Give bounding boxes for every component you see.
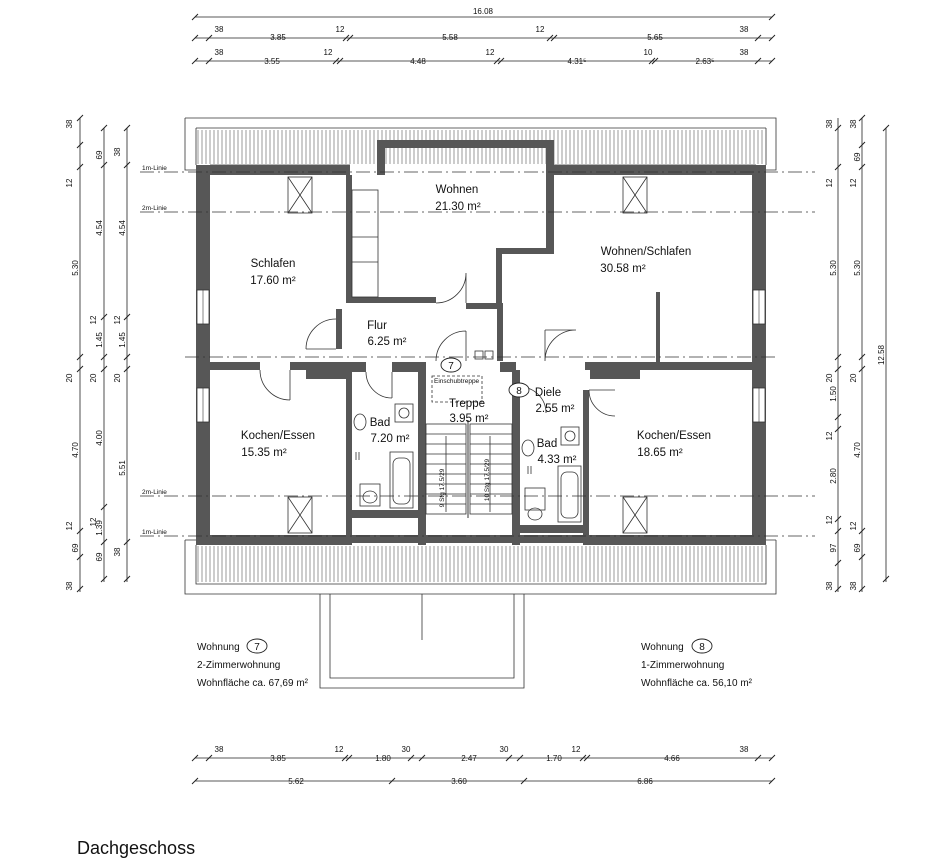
apartment-7-prefix: Wohnung bbox=[197, 642, 240, 653]
dim-bottom1-10: 4.66 bbox=[664, 754, 680, 763]
doors bbox=[260, 273, 615, 416]
room-labels bbox=[241, 184, 711, 466]
room-name-treppe: Treppe bbox=[448, 398, 486, 410]
stair-label-right: 10 Stg 17.5/29 bbox=[484, 458, 491, 502]
room-area-schlafen: 17.60 m² bbox=[250, 275, 296, 287]
dim-right2-9: 38 bbox=[849, 581, 858, 591]
dim-right2-8: 69 bbox=[853, 543, 862, 553]
apartment-7-type: 2-Zimmerwohnung bbox=[197, 660, 281, 671]
room-name-bad-right: Bad bbox=[536, 438, 558, 450]
dim-top3-5: 12 bbox=[485, 48, 495, 57]
dim-top3-6: 4.31⁵ bbox=[567, 57, 587, 66]
dim-left2-8: 1.39 bbox=[95, 520, 104, 536]
dim-left3-6: 5.51 bbox=[118, 460, 127, 476]
dim-bottom1-2: 3.85 bbox=[270, 754, 286, 763]
dim-left2-4: 1.45 bbox=[95, 332, 104, 348]
apartment-info-7 bbox=[197, 639, 309, 689]
dim-top2-2: 3.85 bbox=[270, 33, 286, 42]
dim-left1-7: 69 bbox=[71, 543, 80, 553]
dim-top3-8: 2.63⁵ bbox=[695, 57, 715, 66]
dim-top2-4: 5.58 bbox=[442, 33, 458, 42]
top-dimension-chains bbox=[192, 7, 775, 66]
dim-top2-5: 12 bbox=[535, 25, 545, 34]
line-2m-bottom: 2m-Linie bbox=[142, 489, 167, 496]
dim-bottom2-2: 3.60 bbox=[451, 777, 467, 786]
dim-left1-2: 12 bbox=[65, 178, 74, 188]
dim-top3-9: 38 bbox=[739, 48, 749, 57]
dim-bottom1-1: 38 bbox=[214, 745, 224, 754]
dim-bottom1-4: 1.80 bbox=[375, 754, 391, 763]
dim-left3-7: 38 bbox=[113, 547, 122, 557]
dim-top2-1: 38 bbox=[214, 25, 224, 34]
heater-blocks bbox=[475, 351, 493, 359]
page-title: Dachgeschoss bbox=[77, 838, 196, 858]
apartment-8-type: 1-Zimmerwohnung bbox=[641, 660, 725, 671]
dim-left1-8: 38 bbox=[65, 581, 74, 591]
dim-left3-3: 12 bbox=[113, 315, 122, 325]
left-dimension-chains bbox=[65, 115, 130, 592]
dim-right2-7: 12 bbox=[849, 521, 858, 531]
dim-bottom2-3: 6.86 bbox=[637, 777, 653, 786]
dim-left2-6: 4.00 bbox=[95, 430, 104, 446]
room-area-wohnen-schlafen: 30.58 m² bbox=[600, 263, 646, 275]
apartment-8-area: Wohnfläche ca. 56,10 m² bbox=[641, 678, 752, 689]
dim-left2-9: 69 bbox=[95, 552, 104, 562]
dim-left2-2: 4.54 bbox=[95, 220, 104, 236]
room-area-diele: 2.55 m² bbox=[535, 403, 575, 415]
room-area-wohnen: 21.30 m² bbox=[435, 201, 481, 213]
dim-bottom2-1: 5.62 bbox=[288, 777, 304, 786]
dim-right1-7: 2.80 bbox=[829, 468, 838, 484]
line-1m-top: 1m-Linie bbox=[142, 165, 167, 172]
line-1m-bottom: 1m-Linie bbox=[142, 529, 167, 536]
dim-right2-4: 5.30 bbox=[853, 260, 862, 276]
unit-marker-7: 7 bbox=[448, 361, 454, 372]
dim-left1-4: 20 bbox=[65, 373, 74, 383]
room-area-kochen-essen-right: 18.65 m² bbox=[637, 447, 683, 459]
dim-bottom1-9: 12 bbox=[571, 745, 581, 754]
height-lines bbox=[140, 165, 815, 536]
room-area-flur: 6.25 m² bbox=[367, 336, 407, 348]
dim-right1-6: 12 bbox=[825, 431, 834, 441]
room-area-treppe: 3.95 m² bbox=[449, 413, 489, 425]
dim-top3-7: 10 bbox=[643, 48, 653, 57]
room-name-wohnen-schlafen: Wohnen/Schlafen bbox=[600, 246, 692, 258]
room-name-wohnen: Wohnen bbox=[435, 184, 479, 196]
dim-bottom1-3: 12 bbox=[334, 745, 344, 754]
dim-right2-3: 12 bbox=[849, 178, 858, 188]
stair-label-left: 9 Stg 17.5/29 bbox=[439, 468, 446, 508]
dim-right2-1: 38 bbox=[849, 119, 858, 129]
dim-right1-3: 5.30 bbox=[829, 260, 838, 276]
closet-niche bbox=[352, 190, 378, 297]
room-area-bad-right: 4.33 m² bbox=[537, 454, 577, 466]
dim-left3-5: 20 bbox=[113, 373, 122, 383]
apartment-8-prefix: Wohnung bbox=[641, 642, 684, 653]
dim-top3-1: 38 bbox=[214, 48, 224, 57]
room-name-schlafen: Schlafen bbox=[250, 258, 296, 270]
dim-bottom1-8: 1.70 bbox=[546, 754, 562, 763]
einschubtreppe-label: Einschubtreppe bbox=[434, 378, 480, 385]
dim-left1-3: 5.30 bbox=[71, 260, 80, 276]
dim-bottom1-6: 2.47 bbox=[461, 754, 477, 763]
dim-left1-1: 38 bbox=[65, 119, 74, 129]
dim-right1-2: 12 bbox=[825, 178, 834, 188]
room-name-kochen-essen-left: Kochen/Essen bbox=[240, 430, 316, 442]
room-name-diele: Diele bbox=[534, 387, 562, 399]
dim-top2-7: 38 bbox=[739, 25, 749, 34]
dim-bottom1-11: 38 bbox=[739, 745, 749, 754]
dim-right3-1: 12.58 bbox=[877, 344, 886, 366]
apartment-info-8 bbox=[641, 639, 753, 689]
bottom-dimension-chains bbox=[192, 745, 775, 786]
dim-right1-10: 38 bbox=[825, 581, 834, 591]
right-dimension-chains bbox=[825, 115, 889, 592]
room-area-bad-left: 7.20 m² bbox=[370, 433, 410, 445]
dim-right2-5: 20 bbox=[849, 373, 858, 383]
dim-bottom1-7: 30 bbox=[499, 745, 509, 754]
dim-bottom1-5: 30 bbox=[401, 745, 411, 754]
roof-bottom-band bbox=[185, 540, 776, 594]
room-name-kochen-essen-right: Kochen/Essen bbox=[636, 430, 712, 442]
line-2m-top: 2m-Linie bbox=[142, 205, 167, 212]
dim-right1-8: 12 bbox=[825, 515, 834, 525]
unit-marker-8: 8 bbox=[516, 386, 522, 397]
dim-top3-4: 4.48 bbox=[410, 57, 426, 66]
dim-right1-9: 97 bbox=[829, 543, 838, 553]
dim-left1-6: 12 bbox=[65, 521, 74, 531]
dim-top3-2: 3.55 bbox=[264, 57, 280, 66]
dim-top2-3: 12 bbox=[335, 25, 345, 34]
room-name-bad-left: Bad bbox=[369, 417, 391, 429]
dim-top2-6: 5.65 bbox=[647, 33, 663, 42]
apartment-7-number: 7 bbox=[254, 642, 260, 653]
dim-right1-4: 20 bbox=[825, 373, 834, 383]
dim-right2-6: 4.70 bbox=[853, 442, 862, 458]
balcony bbox=[320, 594, 524, 688]
apartment-8-number: 8 bbox=[699, 642, 705, 653]
dim-top3-3: 12 bbox=[323, 48, 333, 57]
apartment-7-area: Wohnfläche ca. 67,69 m² bbox=[197, 678, 308, 689]
dim-left2-3: 12 bbox=[89, 315, 98, 325]
dim-left3-4: 1.45 bbox=[118, 332, 127, 348]
dim-left3-1: 38 bbox=[113, 147, 122, 157]
dim-left3-2: 4.54 bbox=[118, 220, 127, 236]
dim-left2-5: 20 bbox=[89, 373, 98, 383]
room-area-kochen-essen-left: 15.35 m² bbox=[241, 447, 287, 459]
dim-top-overall: 16.08 bbox=[472, 7, 494, 16]
dim-right2-2: 69 bbox=[853, 152, 862, 162]
dim-right1-5: 1.50 bbox=[829, 386, 838, 402]
dim-left2-1: 69 bbox=[95, 150, 104, 160]
dim-right1-1: 38 bbox=[825, 119, 834, 129]
dim-left1-5: 4.70 bbox=[71, 442, 80, 458]
dim-left2-7: 12 bbox=[89, 517, 98, 527]
room-name-flur: Flur bbox=[367, 320, 387, 332]
